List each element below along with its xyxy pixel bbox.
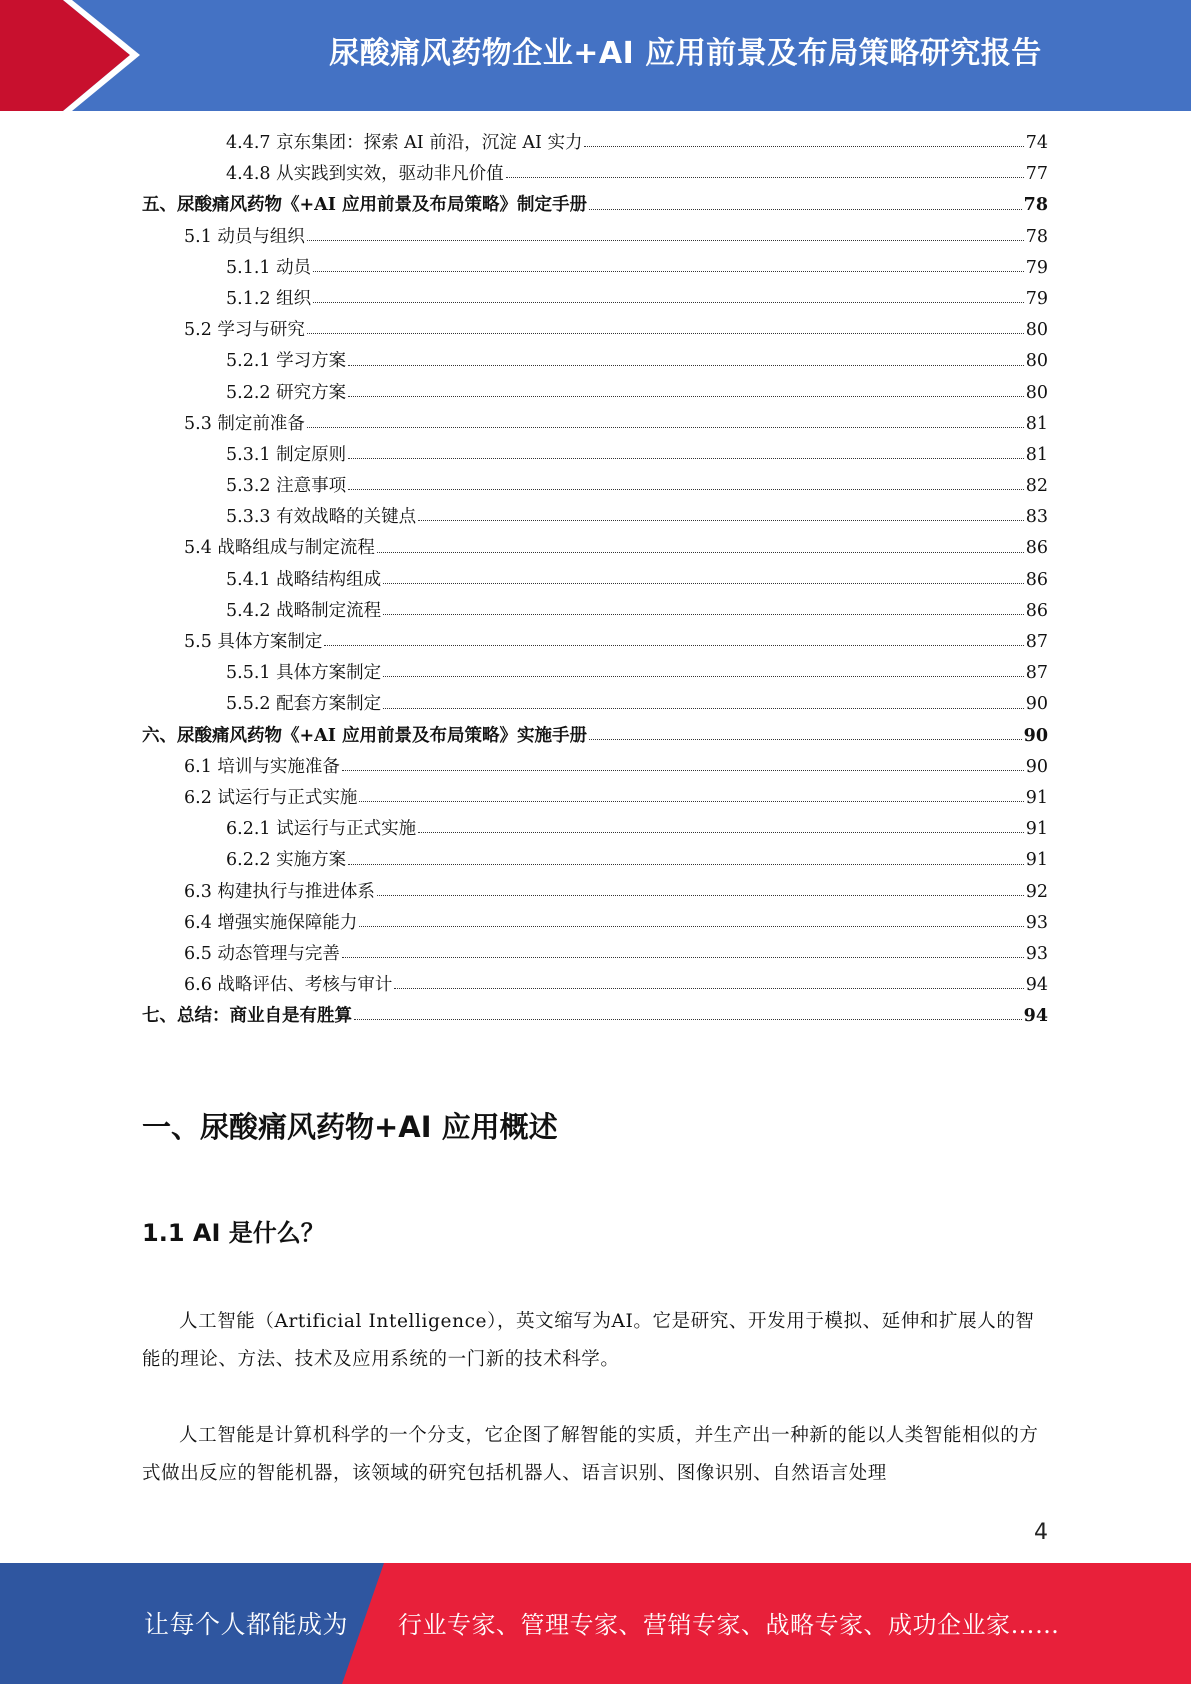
toc-leader-dots [589, 739, 1022, 740]
toc-entry[interactable] [142, 908, 1048, 939]
toc-entry-label: 5.5.2 配套方案制定 [226, 694, 382, 715]
toc-leader-dots [354, 1019, 1022, 1020]
toc-entry[interactable] [142, 190, 1048, 221]
toc-entry-label: 5.4 战略组成与制定流程 [184, 538, 375, 559]
toc-entry[interactable] [142, 689, 1048, 720]
toc-entry-page: 81 [1025, 413, 1048, 434]
toc-leader-dots [418, 520, 1024, 521]
toc-entry-label: 5.3.1 制定原则 [226, 444, 347, 465]
toc-entry-page: 81 [1025, 444, 1048, 465]
toc-entry[interactable] [142, 440, 1048, 471]
toc-entry[interactable] [142, 1001, 1048, 1032]
toc-entry-page: 79 [1025, 288, 1048, 309]
toc-entry-page: 86 [1025, 538, 1048, 559]
toc-entry-label: 6.2.1 试运行与正式实施 [226, 819, 417, 840]
toc-leader-dots [359, 801, 1023, 802]
toc-entry-page: 79 [1025, 257, 1048, 278]
toc-entry-label: 6.1 培训与实施准备 [184, 756, 340, 777]
toc-leader-dots [359, 926, 1023, 927]
toc-entry-page: 87 [1025, 632, 1048, 652]
toc-leader-dots [342, 770, 1024, 771]
body-paragraph: 人工智能是计算机科学的一个分支，它企图了解智能的实质，并生产出一种新的能以人类智能相似的方式做出反应的智能机器，该领域的研究包括机器人、语言识别、图像识别、自然语言处理 [142, 1425, 1039, 1484]
toc-entry[interactable] [142, 596, 1048, 627]
section-heading: 1.1 AI 是什么？ [142, 1219, 325, 1247]
toc-leader-dots [313, 271, 1024, 272]
toc-leader-dots [348, 396, 1024, 397]
toc-entry-label: 4.4.7 京东集团：探索 AI 前沿，沉淀 AI 实力 [226, 133, 583, 153]
toc-leader-dots [394, 988, 1023, 989]
toc-entry-label: 6.6 战略评估、考核与审计 [184, 975, 393, 996]
toc-leader-dots [418, 832, 1024, 833]
toc-leader-dots [307, 333, 1024, 334]
toc-entry[interactable] [142, 814, 1048, 845]
toc-entry[interactable] [142, 284, 1048, 315]
toc-entry-label: 5.3 制定前准备 [184, 413, 305, 434]
toc-entry-label: 5.1.1 动员 [226, 257, 312, 278]
page-footer [0, 1563, 1191, 1684]
toc-entry-label: 6.2.2 实施方案 [226, 850, 347, 871]
header-arrow-decoration [0, 0, 160, 111]
toc-entry-label: 5.4.1 战略结构组成 [226, 569, 382, 590]
page-number: 4 [1034, 1520, 1048, 1545]
toc-leader-dots [324, 645, 1023, 646]
toc-leader-dots [383, 676, 1024, 677]
toc-leader-dots [589, 209, 1022, 210]
toc-leader-dots [348, 365, 1024, 366]
toc-entry[interactable] [142, 159, 1048, 190]
toc-entry[interactable] [142, 222, 1048, 253]
toc-entry-page: 93 [1025, 943, 1048, 964]
toc-leader-dots [348, 458, 1024, 459]
toc-entry[interactable] [142, 253, 1048, 284]
toc-entry[interactable] [142, 409, 1048, 440]
toc-entry[interactable] [142, 939, 1048, 970]
page-header [0, 0, 1191, 111]
toc-entry-label: 五、尿酸痛风药物《+AI 应用前景及布局策略》制定手册 [142, 195, 588, 216]
toc-entry[interactable] [142, 378, 1048, 409]
table-of-contents [142, 128, 1048, 1032]
toc-entry-page: 86 [1025, 569, 1048, 590]
toc-leader-dots [342, 957, 1024, 958]
toc-entry-page: 86 [1025, 600, 1048, 621]
toc-entry-page: 94 [1023, 1006, 1048, 1027]
toc-entry[interactable] [142, 783, 1048, 814]
toc-leader-dots [383, 614, 1024, 615]
toc-leader-dots [307, 240, 1024, 241]
toc-entry-page: 80 [1025, 320, 1048, 341]
toc-entry-label: 4.4.8 从实践到实效，驱动非凡价值 [226, 164, 504, 185]
toc-entry-label: 5.5.1 具体方案制定 [226, 663, 382, 684]
toc-entry-label: 5.2.1 学习方案 [226, 351, 347, 372]
toc-entry-page: 82 [1025, 476, 1048, 497]
toc-entry[interactable] [142, 627, 1048, 658]
toc-entry[interactable] [142, 970, 1048, 1001]
toc-entry-page: 87 [1025, 663, 1048, 684]
toc-entry[interactable] [142, 877, 1048, 908]
toc-entry-label: 6.2 试运行与正式实施 [184, 787, 358, 808]
toc-entry-label: 六、尿酸痛风药物《+AI 应用前景及布局策略》实施手册 [142, 725, 588, 746]
toc-entry-page: 93 [1025, 912, 1048, 933]
toc-entry-page: 74 [1025, 133, 1048, 153]
toc-entry[interactable] [142, 315, 1048, 346]
toc-entry-page: 80 [1025, 351, 1048, 372]
toc-entry[interactable] [142, 845, 1048, 876]
toc-entry[interactable] [142, 721, 1048, 752]
toc-entry-label: 5.5 具体方案制定 [184, 632, 323, 652]
toc-entry[interactable] [142, 502, 1048, 533]
toc-entry-label: 6.3 构建执行与推进体系 [184, 881, 375, 902]
toc-entry-page: 78 [1023, 195, 1048, 216]
toc-entry-label: 5.3.3 有效战略的关键点 [226, 507, 417, 528]
toc-entry-label: 5.1 动员与组织 [184, 226, 305, 247]
toc-entry-label: 5.2 学习与研究 [184, 320, 305, 341]
body-paragraph: 人工智能（Artificial Intelligence），英文缩写为AI。它是研究、开发用于模拟、延伸和扩展人的智能的理论、方法、技术及应用系统的一门新的技术科学。 [142, 1311, 1035, 1370]
toc-entry[interactable] [142, 752, 1048, 783]
toc-entry-page: 77 [1025, 164, 1048, 185]
toc-leader-dots [506, 177, 1024, 178]
chapter-heading: 一、尿酸痛风药物+AI 应用概述 [142, 1110, 558, 1144]
toc-entry-page: 80 [1025, 382, 1048, 403]
toc-entry[interactable] [142, 565, 1048, 596]
toc-entry[interactable] [142, 471, 1048, 502]
toc-entry-page: 90 [1023, 725, 1048, 746]
toc-entry[interactable] [142, 346, 1048, 377]
toc-entry[interactable] [142, 658, 1048, 689]
toc-leader-dots [383, 583, 1024, 584]
toc-entry-page: 91 [1025, 819, 1048, 840]
toc-entry-label: 5.4.2 战略制定流程 [226, 600, 382, 621]
toc-entry-page: 90 [1025, 756, 1048, 777]
toc-entry-page: 90 [1025, 694, 1048, 715]
toc-entry[interactable] [142, 128, 1048, 159]
toc-leader-dots [377, 552, 1024, 553]
toc-entry-label: 5.3.2 注意事项 [226, 476, 347, 497]
toc-entry-label: 6.4 增强实施保障能力 [184, 912, 358, 933]
toc-leader-dots [313, 302, 1024, 303]
report-title: 尿酸痛风药物企业+AI 应用前景及布局策略研究报告 [329, 36, 1042, 71]
toc-entry-page: 91 [1025, 850, 1048, 871]
toc-entry[interactable] [142, 533, 1048, 564]
toc-entry-label: 6.5 动态管理与完善 [184, 943, 340, 964]
toc-leader-dots [383, 708, 1024, 709]
toc-entry-label: 5.2.2 研究方案 [226, 382, 347, 403]
toc-entry-page: 92 [1025, 881, 1048, 902]
footer-slogan-left: 让每个人都能成为 [144, 1610, 349, 1639]
toc-entry-label: 5.1.2 组织 [226, 288, 312, 309]
toc-entry-page: 91 [1025, 787, 1048, 808]
toc-entry-page: 78 [1025, 226, 1048, 247]
toc-entry-page: 83 [1025, 507, 1048, 528]
toc-leader-dots [348, 489, 1024, 490]
toc-leader-dots [377, 895, 1024, 896]
toc-entry-label: 七、总结：商业自是有胜算 [142, 1006, 352, 1027]
toc-leader-dots [584, 146, 1023, 147]
toc-leader-dots [348, 864, 1024, 865]
toc-leader-dots [307, 427, 1024, 428]
toc-entry-page: 94 [1025, 975, 1048, 996]
footer-slogan-right: 行业专家、管理专家、营销专家、战略专家、成功企业家…… [398, 1611, 1060, 1639]
